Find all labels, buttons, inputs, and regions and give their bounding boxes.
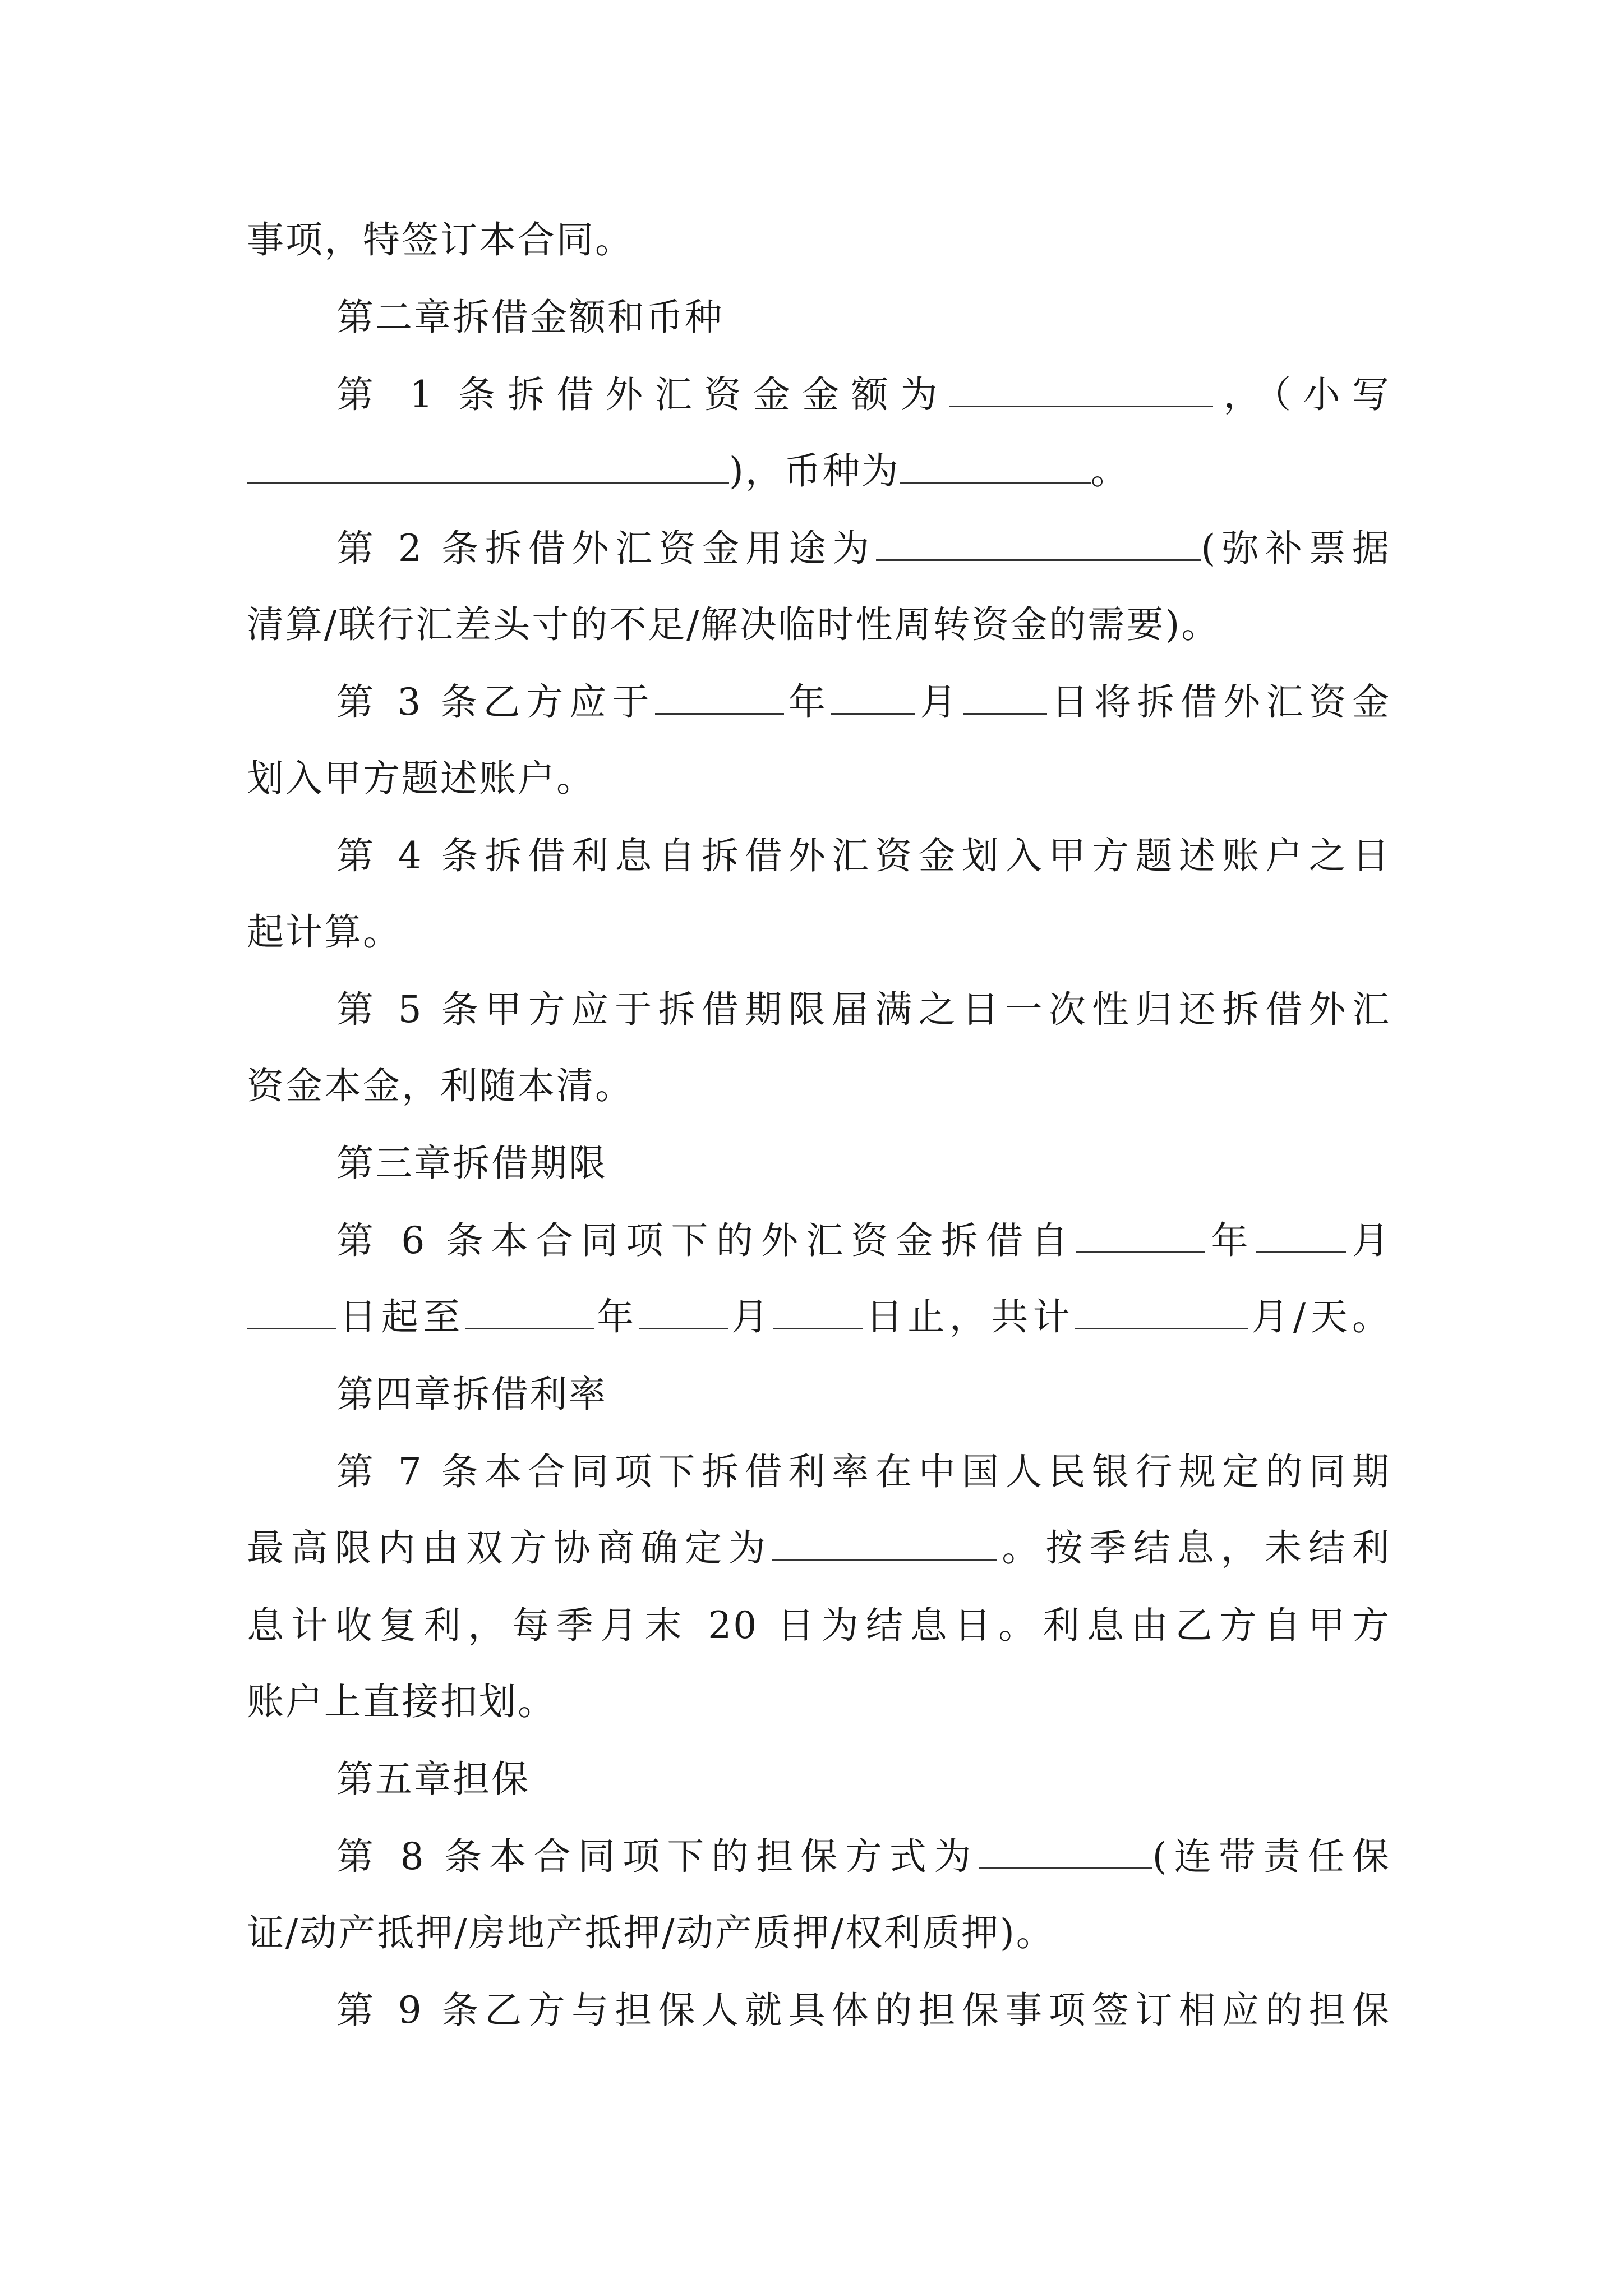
text-span: 第 8 条本合同项下的担保方式为 [336,1835,979,1878]
article-1-line-1 [336,372,1391,417]
text-span: 最高限内由双方协商确定为 [247,1526,773,1570]
chapter-2-heading: 第二章拆借金额和币种 [336,296,723,339]
blank-field-day [963,680,1047,715]
article-7-line-3: 息计收复利，每季月末 20 日为结息日。利息由乙方自甲方 [247,1604,1391,1647]
blank-field-amount [949,373,1213,407]
chapter-3-heading: 第三章拆借期限 [336,1142,607,1185]
text-span: 日将拆借外汇资金 [1046,680,1391,724]
text-span: 年 [593,1295,639,1338]
article-1-line-2 [247,449,1391,494]
text-span: 月 [1345,1219,1391,1262]
article-2-line-1 [336,526,1391,571]
blank-field-guarantee [979,1835,1152,1869]
chapter-5-heading: 第五章担保 [336,1757,530,1801]
article-8-line-1 [336,1834,1391,1879]
text-span: 日起至 [336,1295,465,1338]
text-span: 第 2 条拆借外汇资金用途为 [336,527,876,570]
blank-field-end-month [639,1295,728,1329]
text-span: 年 [1205,1219,1256,1262]
text-span: 年 [784,680,832,724]
article-8-line-2: 证/动产抵押/房地产抵押/动产质押/权利质押)。 [247,1911,1055,1954]
text-span: 。 [1090,449,1129,493]
article-5-line-1: 第 5 条甲方应于拆借期限届满之日一次性归还拆借外汇 [336,988,1391,1031]
blank-field-year [655,680,784,715]
article-7-line-2 [247,1526,1391,1571]
blank-field-purpose [876,527,1201,561]
article-6-line-2 [247,1295,1391,1340]
chapter-4-heading: 第四章拆借利率 [336,1373,607,1416]
text-span: 月 [728,1295,773,1338]
blank-field-end-year [465,1295,594,1329]
text-span: 月/天。 [1248,1295,1391,1338]
text-line: 事项，特签订本合同。 [247,218,634,261]
text-span: )，币种为 [729,449,900,493]
blank-field-start-year [1076,1219,1205,1253]
article-7-line-1: 第 7 条本合同项下拆借利率在中国人民银行规定的同期 [336,1450,1391,1493]
text-span: (连带责任保 [1152,1835,1391,1878]
text-span: 月 [915,680,963,724]
article-2-line-2: 清算/联行汇差头寸的不足/解决临时性周转资金的需要)。 [247,603,1220,646]
text-span: 。按季结息，未结利 [997,1526,1391,1570]
blank-field-start-month [1256,1219,1346,1253]
text-span: 第 1 条拆借外汇资金金额为 [336,373,949,416]
text-span: 第 6 条本合同项下的外汇资金拆借自 [336,1219,1076,1262]
blank-field-rate [772,1526,997,1561]
article-3-line-2: 划入甲方题述账户。 [247,757,595,800]
text-span: 第 3 条乙方应于 [336,680,656,724]
blank-field-month [831,680,915,715]
blank-field-total [1075,1295,1248,1329]
article-6-line-1 [336,1218,1391,1263]
text-span: 日止，共计 [863,1295,1075,1338]
blank-field-end-day [773,1295,863,1329]
article-9-line-1: 第 9 条乙方与担保人就具体的担保事项签订相应的担保 [336,1989,1391,2032]
article-4-line-2: 起计算。 [247,910,402,954]
text-span: ，（小写 [1212,373,1391,416]
blank-field-currency [900,449,1091,484]
article-7-line-4: 账户上直接扣划。 [247,1680,556,1723]
article-5-line-2: 资金本金，利随本清。 [247,1064,634,1107]
text-span: (弥补票据 [1201,527,1391,570]
article-3-line-1 [336,680,1391,725]
article-4-line-1: 第 4 条拆借利息自拆借外汇资金划入甲方题述账户之日 [336,834,1391,877]
blank-field-amount-small [247,449,729,484]
blank-field-start-day [247,1295,336,1329]
